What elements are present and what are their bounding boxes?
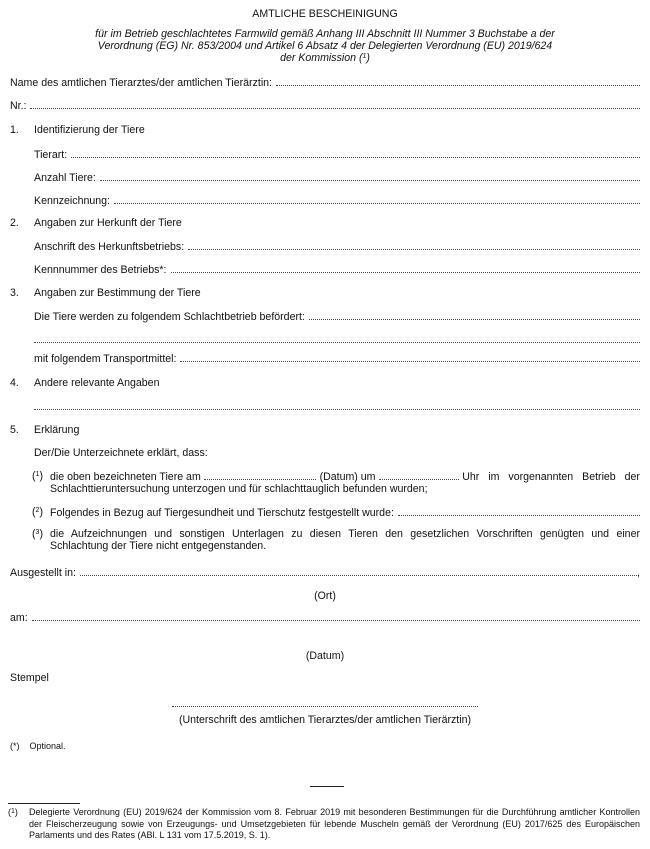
transport-field[interactable] (34, 352, 640, 366)
subtitle-line-2: Verordnung (EG) Nr. 853/2004 und Artikel 6 Absatz 4 der Delegierten Verordnung (EU) 2019/624 (97, 40, 553, 52)
optional-note: (*) Optional. (10, 741, 66, 751)
subtitle-text: der Kommission ( (280, 52, 363, 64)
nr-field[interactable] (10, 99, 640, 113)
schlachtbetrieb-field-cont[interactable] (34, 333, 640, 343)
date-field[interactable] (204, 470, 316, 480)
time-field[interactable] (379, 470, 459, 480)
section-5-heading: 5. Erklärung (10, 424, 80, 436)
anschrift-field[interactable] (34, 240, 640, 254)
kennnummer-label: Kennnummer des Betriebs*: (34, 264, 167, 276)
date-issued-label: am: (10, 612, 28, 624)
anzahl-label: Anzahl Tiere: (34, 172, 96, 184)
declaration-item-2: ($^2$) Folgendes in Bezug auf Tiergesundheit und Tierschutz festgestellt wurde: (32, 506, 640, 519)
anzahl-field[interactable] (34, 171, 640, 185)
kennzeichnung-label: Kennzeichnung: (34, 195, 110, 207)
declaration-item-3: ($^3$) die Aufzeichnungen und sonstigen Unterlagen zu diesen Tieren den gesetzlichen Vorschriften genügten und einer Schlachtung der Tiere nicht entgegenstanden. (32, 528, 640, 552)
findings-field[interactable] (398, 506, 640, 516)
footnote-rule (8, 803, 80, 804)
vet-name-field[interactable] (10, 76, 640, 90)
date-caption: (Datum) (305, 650, 345, 662)
issued-in-label: Ausgestellt in: (10, 567, 76, 579)
nr-label: Nr.: (10, 100, 27, 112)
anschrift-label: Anschrift des Herkunftsbetriebs: (34, 241, 185, 253)
issued-in-field[interactable]: Ausgestellt in: , (10, 567, 640, 579)
schlachtbetrieb-field[interactable] (34, 310, 640, 324)
signature-field[interactable] (172, 697, 478, 707)
place-caption: (Ort) (314, 590, 336, 602)
tierart-field[interactable] (34, 148, 640, 162)
subtitle-line-1: für im Betrieb geschlachtetes Farmwild gemäß Anhang III Abschnitt III Nummer 3 Buchstabe a der (95, 28, 555, 40)
date-issued-field[interactable] (10, 611, 640, 625)
declaration-intro: Der/Die Unterzeichnete erklärt, dass: (34, 447, 208, 459)
schlachtbetrieb-label: Die Tiere werden zu folgendem Schlachtbetrieb befördert: (34, 311, 305, 323)
separator (310, 786, 344, 787)
footnote: ($^1$) Delegierte Verordnung (EU) 2019/624 der Kommission vom 8. Februar 2019 mit besonderen Bestimmungen für die Durchführung amtlicher Kontrollen der Fleischerzeugung sowie von Erzeugungs- und Umsetzgebieten für lebende Muscheln gemäß der Verordnung (EU) 2017/625 des Europäischen Parlaments und des Rates (ABl. L 131 vom 17.5.2019, S. 1). (8, 807, 640, 840)
document-title: AMTLICHE BESCHEINIGUNG (252, 8, 398, 20)
declaration-item-1: ($^1$) die oben bezeichneten Tiere am (Datum) um Uhr im vorgenannten Betrieb der Schlachttieruntersuchung unterzogen und für schlachttauglich befunden wurden; (32, 470, 640, 495)
footnote-ref[interactable]: 1 (362, 53, 367, 60)
other-info-field[interactable] (34, 400, 640, 410)
transport-label: mit folgendem Transportmittel: (34, 353, 177, 365)
kennzeichnung-field[interactable] (34, 194, 640, 208)
kennnummer-field[interactable] (34, 263, 640, 277)
subtitle-line-3: der Kommission ($^1$) (280, 52, 370, 64)
tierart-label: Tierart: (34, 149, 68, 161)
section-4-heading: 4. Andere relevante Angaben (10, 377, 160, 389)
section-3-heading: 3. Angaben zur Bestimmung der Tiere (10, 287, 201, 299)
vet-name-label: Name des amtlichen Tierarztes/der amtlichen Tierärztin: (10, 77, 273, 89)
section-1-heading: 1. Identifizierung der Tiere (10, 124, 145, 136)
section-2-heading: 2. Angaben zur Herkunft der Tiere (10, 217, 182, 229)
signature-caption: (Unterschrift des amtlichen Tierarztes/der amtlichen Tierärztin) (178, 714, 471, 726)
stamp-label: Stempel (10, 672, 49, 684)
